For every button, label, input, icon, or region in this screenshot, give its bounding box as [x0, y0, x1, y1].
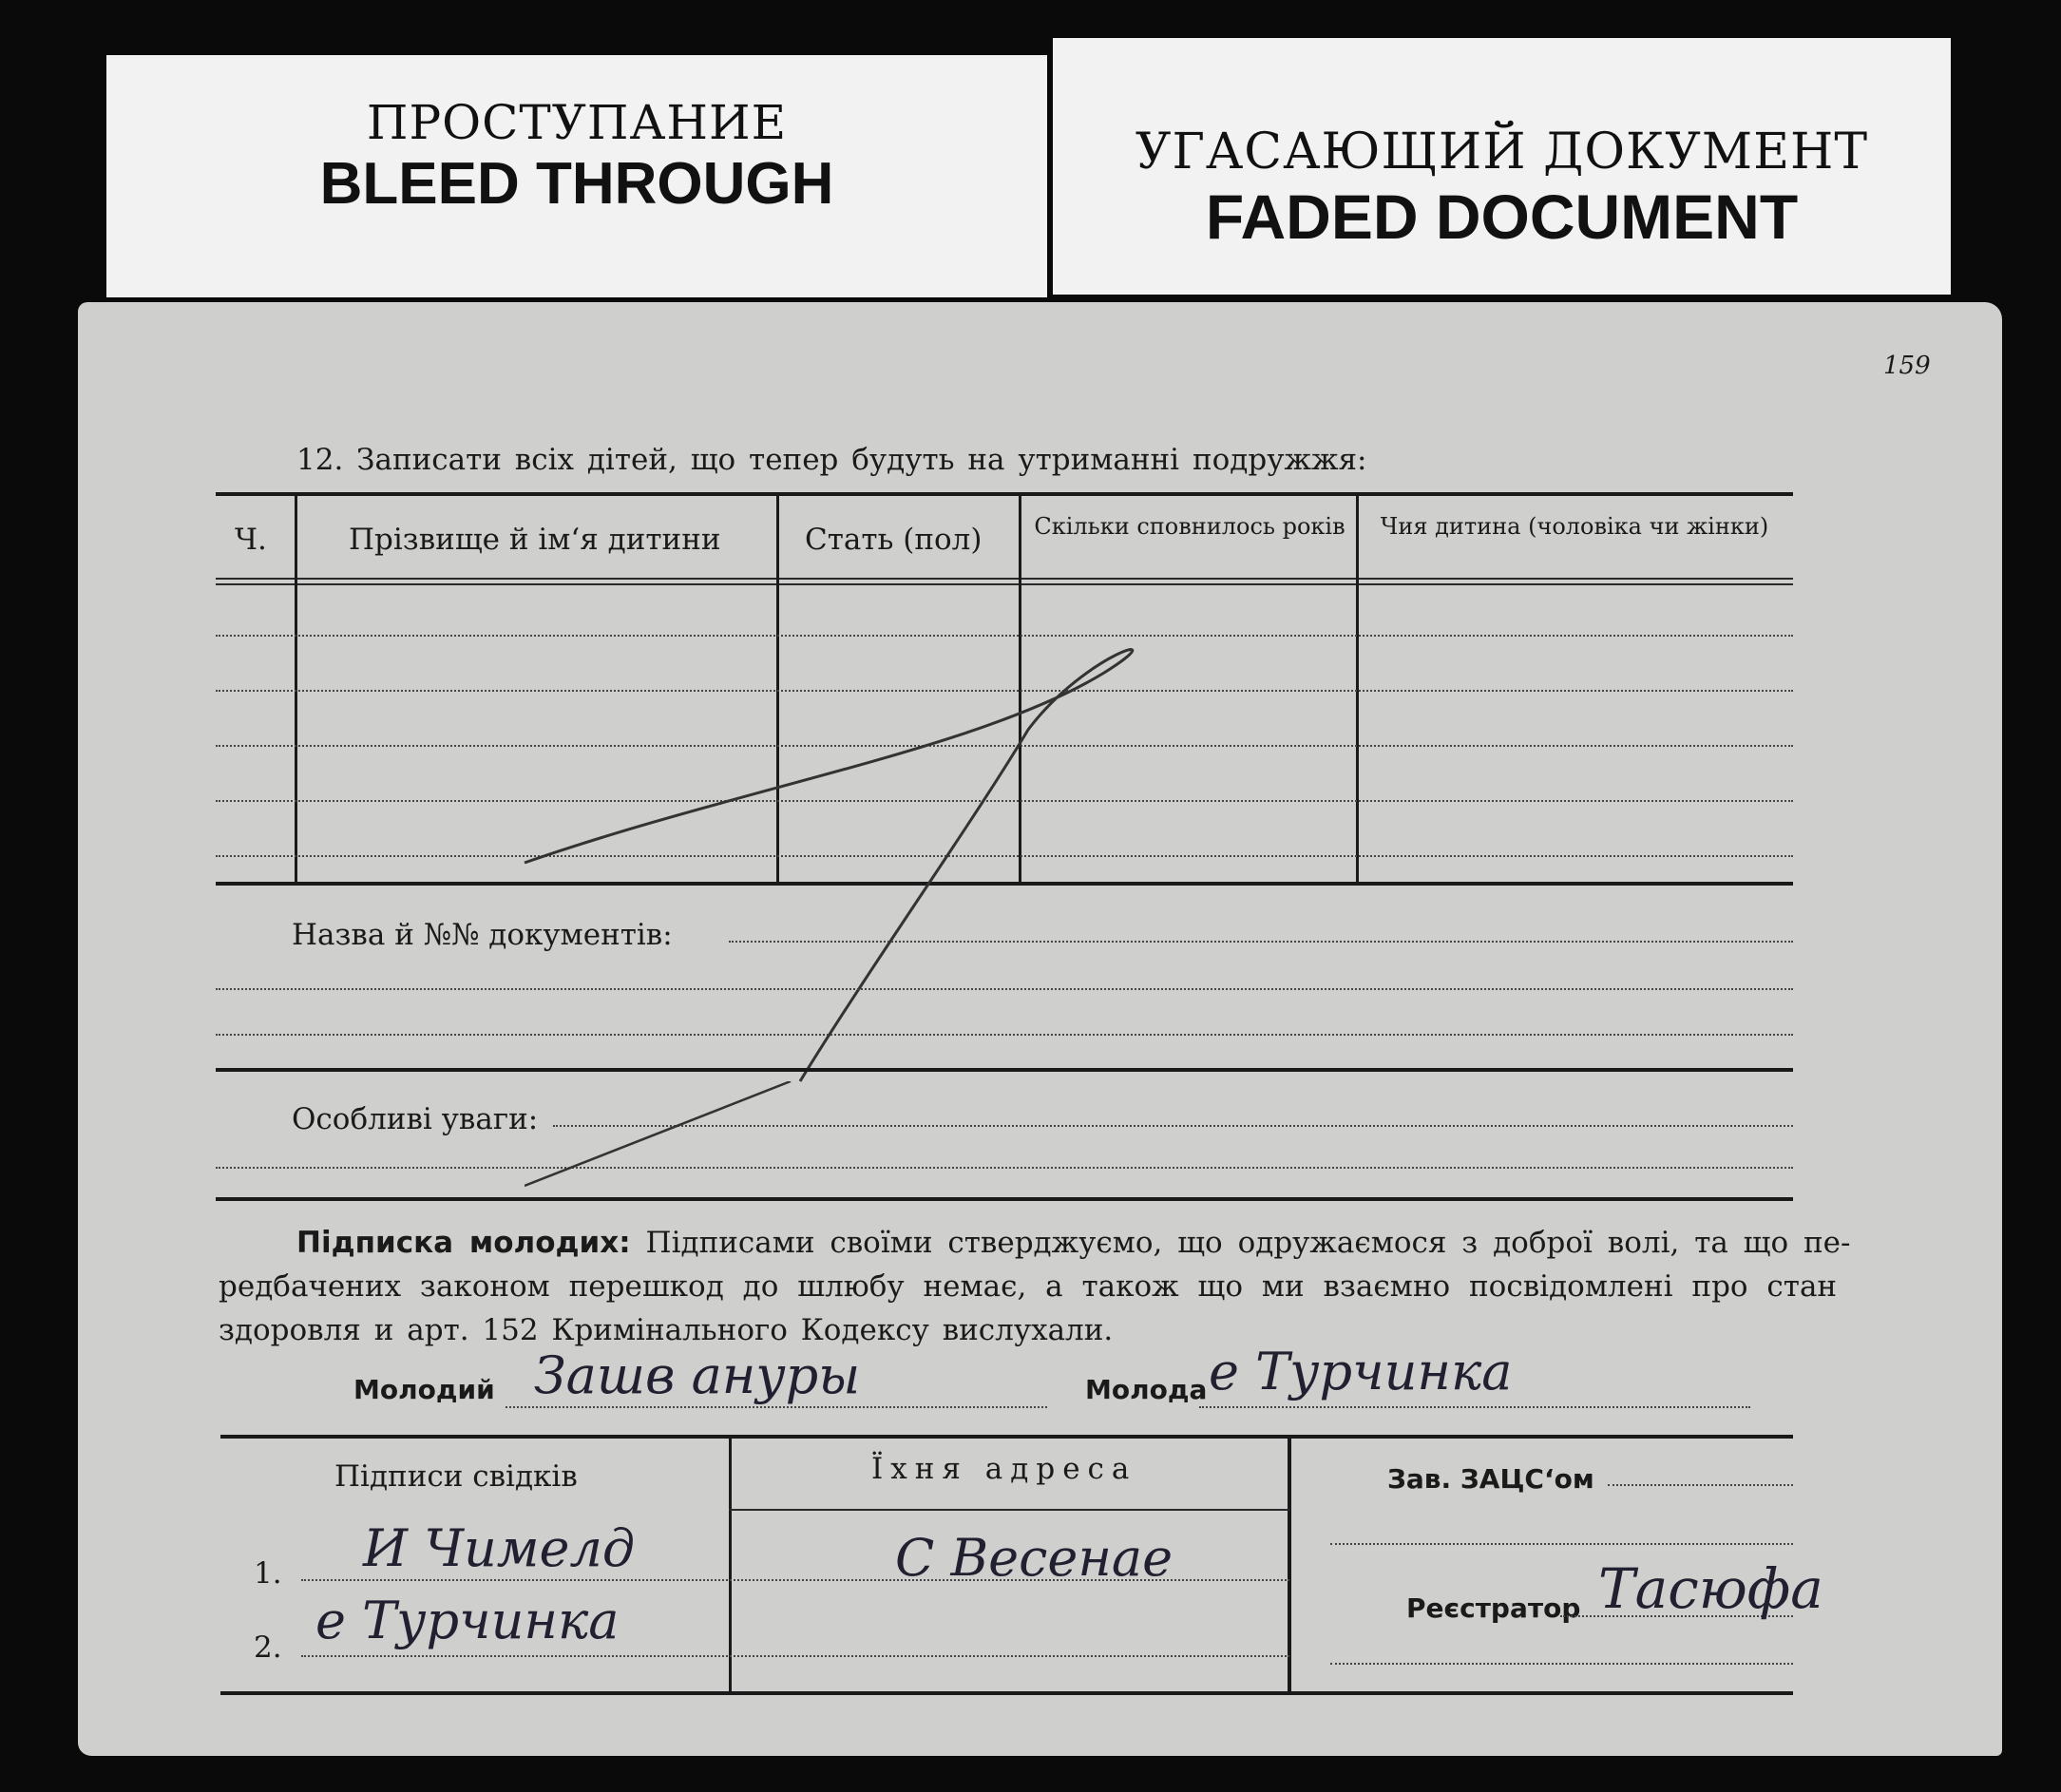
- cancel-stroke: [363, 635, 1408, 1091]
- registrar-label: Реєстратор: [1406, 1592, 1581, 1624]
- documents-label: Назва й №№ документів:: [292, 918, 673, 952]
- witness-1-number: 1.: [254, 1556, 282, 1591]
- remarks-label: Особливі уваги:: [292, 1102, 539, 1136]
- bride-label: Молода: [1085, 1374, 1208, 1405]
- document-sheet: [78, 302, 2002, 1756]
- statement-line-3: здоровля и арт. 152 Кримінального Кодексу вислухали.: [219, 1313, 1114, 1347]
- witness-2-number: 2.: [254, 1630, 282, 1665]
- column-header-number: Ч.: [235, 523, 267, 557]
- corner-number: 159: [1883, 352, 1931, 380]
- faded-document-ru: УГАСАЮЩИЙ ДОКУМЕНТ: [1135, 124, 1869, 181]
- faded-document-label: [1053, 38, 1951, 295]
- table-header-rule: [216, 578, 1793, 580]
- statement-heading: Підписка молодих:: [296, 1226, 631, 1260]
- registry-head-label: Зав. ЗАЦС‘ом: [1387, 1463, 1594, 1495]
- groom-label: Молодий: [353, 1374, 495, 1405]
- column-header-sex: Стать (пол): [805, 523, 983, 557]
- registrar-signature: Тасюфа: [1598, 1556, 1823, 1621]
- statement-line-1: Підписка молодих: Підписами своїми стверджуємо, що одружаємося з доброї волі, та що пе-: [296, 1226, 1851, 1260]
- bleed-through-en: BLEED THROUGH: [319, 151, 834, 217]
- witness-signatures-header: Підписи свідків: [334, 1459, 578, 1494]
- witness-1-address: С Весенае: [895, 1528, 1174, 1588]
- witness-address-header: Їхня адреса: [871, 1452, 1137, 1486]
- witness-2-signature: е Турчинка: [315, 1591, 620, 1650]
- column-header-age: Скільки сповнилось років: [1034, 513, 1345, 540]
- section-12-title: 12. Записати всіх дітей, що тепер будуть на утриманні подружжя:: [296, 443, 1367, 477]
- column-header-name: Прізвище й ім‘я дитини: [349, 523, 721, 557]
- bleed-through-label: [106, 55, 1047, 297]
- faded-document-en: FADED DOCUMENT: [1205, 181, 1799, 252]
- bride-signature: е Турчинка: [1209, 1342, 1513, 1401]
- column-header-parent: Чия дитина (чоловіка чи жінки): [1380, 513, 1769, 540]
- table-top-rule: [216, 492, 1793, 496]
- statement-line-2: редбачених законом перешкод до шлюбу немає, а також що ми взаємно посвідомлені про стан: [219, 1269, 1838, 1304]
- bleed-through-ru: ПРОСТУПАНИЕ: [366, 95, 788, 150]
- witness-1-signature: И Чимелд: [363, 1518, 636, 1578]
- groom-signature: Зашв ануры: [534, 1345, 861, 1405]
